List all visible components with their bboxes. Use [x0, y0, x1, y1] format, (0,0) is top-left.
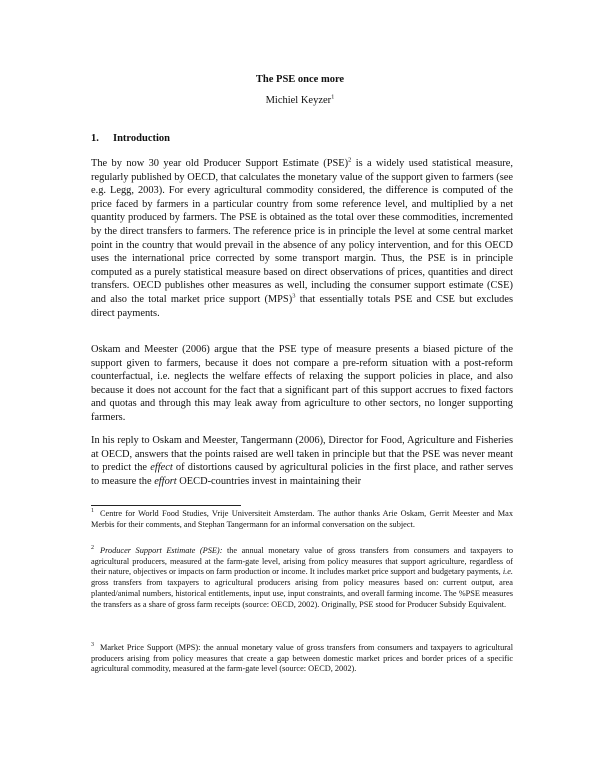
footnote-1-text: Centre for World Food Studies, Vrije Universiteit Amsterdam. The author thanks Arie Oskam, Gerrit Meester and Max Merbis for their comments, and Stephan Tangermann for an informal conversation on the subject.	[91, 509, 513, 529]
footnote-3-mark: 3	[91, 642, 94, 649]
p3-text-c: OECD-countries invest in maintaining their	[176, 475, 362, 487]
footnote-2-ie: i.e.	[502, 567, 513, 577]
footnote-1-mark: 1	[91, 508, 94, 515]
footnote-2-mark: 2	[91, 545, 94, 552]
footnote-2-text-b: gross transfers from taxpayers to agricultural producers arising from policy measures based on: current output, area planted/animal numbers, historical entitlements, input use, input constraints, and overall farming income. The %PSE measures the transfers as a share of gross farm receipts (source: OECD, 2002). Originally, PSE stood for Producer Subsidy Equivalent.	[91, 578, 513, 609]
p1-text-b: is a widely used statistical measure, regularly published by OECD, that calculates the monetary value of the support given to farmers (see e.g. Legg, 2003). For every agricultural commodity considered, the difference is computed of the price faced by farmers in a particular country from some reference level, and multiplied by a net quantity produced by farmers. The PSE is obtained as the total over these commodities, incremented by the direct transfers to farmers. The reference price is in principle the level at some central market point in the country that would prevail in the absence of any policy intervention, and for this OECD uses the international price corrected by some transport margin. Thus, the PSE is in principle computed as a purely statistical measure based on direct observations of prices, quantities and direct transfers. OECD publishes other measures as well, including the consumer support estimate (CSE) and also the total market price support (MPS)	[91, 158, 514, 305]
paragraph-1	[91, 157, 513, 320]
footnote-ref-2[interactable]: 2	[348, 156, 352, 164]
author-footnote-mark[interactable]: 1	[331, 93, 335, 101]
author-name: Michiel Keyzer	[265, 95, 332, 106]
section-number: 1.	[91, 133, 99, 144]
section-title: Introduction	[113, 133, 170, 144]
section-heading	[91, 133, 170, 144]
footnote-2	[91, 546, 513, 610]
p3-emphasis-effort: effort	[154, 475, 177, 487]
author-line	[0, 95, 600, 106]
paragraph-3	[91, 434, 513, 488]
p3-emphasis-effect: effect	[150, 462, 173, 474]
p3-text-b: of distortions caused by agricultural policies in the first place, and rather serves to measure the	[91, 462, 513, 487]
p1-text-a: The by now 30 year old Producer Support Estimate (PSE)	[91, 158, 349, 169]
footnote-2-text-a: the annual monetary value of gross transfers from consumers and taxpayers to agricultural producers, measured at the farm-gate level, arising from policy measures that support agriculture, regardless of their nature, objectives or impacts on farm production or income. It includes market price support and budgetary payments,	[91, 546, 513, 577]
p1-text-c: that essentially totals PSE and CSE but excludes direct payments.	[91, 293, 514, 319]
footnote-1	[91, 509, 513, 530]
paragraph-2: Oskam and Meester (2006) argue that the PSE type of measure presents a biased picture of the support given to farmers, because it does not compare a pre-reform situation with a post-reform counterfactual, i.e. neglects the welfare effects of relaxing the support policies in place, and also because it does not account for the fact that a significant part of this support accrues to fixed factors and quotas and through this may leak away from agriculture to other sectors, no longer supporting farmers.	[91, 344, 513, 423]
p3-text-a: In his reply to Oskam and Meester, Tangermann (2006), Director for Food, Agriculture and Fisheries at OECD, answers that the points raised are well taken in principle but that the PSE was never meant to predict the	[91, 435, 513, 474]
footnote-2-term: Producer Support Estimate (PSE):	[100, 546, 223, 555]
footnote-3-text: Market Price Support (MPS): the annual monetary value of gross transfers from consumers and taxpayers to agricultural producers arising from policy measures that create a gap between domestic market prices and border prices of a specific agricultural commodity, measured at the farm-gate level (source: OECD, 2002).	[91, 643, 513, 674]
footnote-3	[91, 643, 513, 675]
paper-title: The PSE once more	[255, 74, 345, 85]
footnote-divider	[91, 505, 241, 506]
footnote-ref-3[interactable]: 3	[292, 292, 296, 300]
